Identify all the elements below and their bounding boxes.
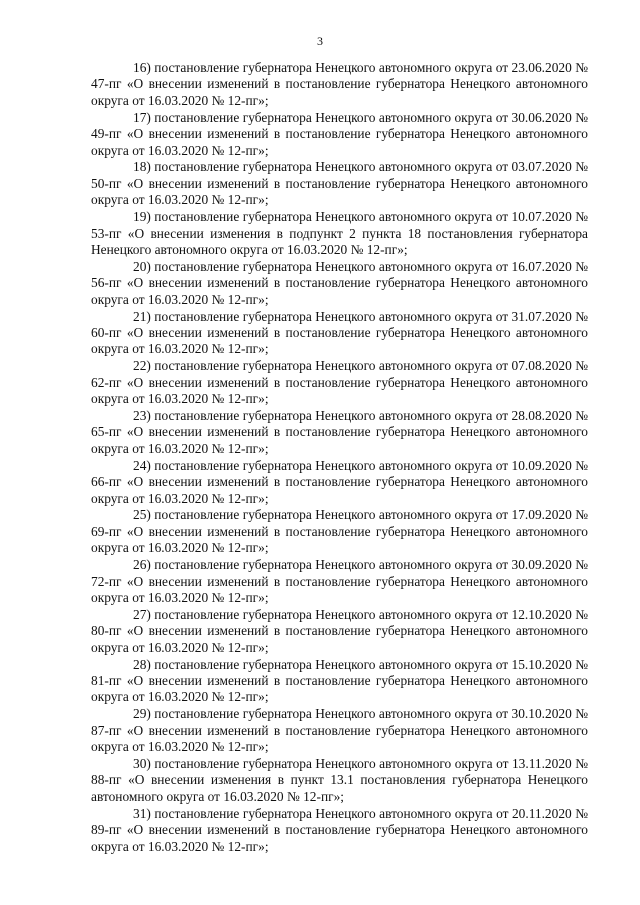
list-item: 27) постановление губернатора Ненецкого автономного округа от 12.10.2020 № 80-пг «О внесении изменений в постановление губернатора Ненецкого автономного округа от 16.03.2020 № 12-пг»; (91, 606, 588, 655)
document-body (91, 60, 588, 856)
list-item: 18) постановление губернатора Ненецкого автономного округа от 03.07.2020 № 50-пг «О внесении изменений в постановление губернатора Ненецкого автономного округа от 16.03.2020 № 12-пг»; (91, 159, 588, 208)
list-item: 16) постановление губернатора Ненецкого автономного округа от 23.06.2020 № 47-пг «О внесении изменений в постановление губернатора Ненецкого автономного округа от 16.03.2020 № 12-пг»; (91, 60, 588, 108)
list-item: 24) постановление губернатора Ненецкого автономного округа от 10.09.2020 № 66-пг «О внесении изменений в постановление губернатора Ненецкого автономного округа от 16.03.2020 № 12-пг»; (91, 457, 588, 506)
list-item: 17) постановление губернатора Ненецкого автономного округа от 30.06.2020 № 49-пг «О внесении изменений в постановление губернатора Ненецкого автономного округа от 16.03.2020 № 12-пг»; (91, 109, 588, 158)
list-item: 19) постановление губернатора Ненецкого автономного округа от 10.07.2020 № 53-пг «О внесении изменения в подпункт 2 пункта 18 постановления губернатора Ненецкого автономного округа от 16.03.2020 № 12-пг»; (91, 209, 588, 257)
list-item: 28) постановление губернатора Ненецкого автономного округа от 15.10.2020 № 81-пг «О внесении изменений в постановление губернатора Ненецкого автономного округа от 16.03.2020 № 12-пг»; (91, 656, 588, 705)
list-item: 25) постановление губернатора Ненецкого автономного округа от 17.09.2020 № 69-пг «О внесении изменений в постановление губернатора Ненецкого автономного округа от 16.03.2020 № 12-пг»; (91, 507, 588, 556)
list-item: 21) постановление губернатора Ненецкого автономного округа от 31.07.2020 № 60-пг «О внесении изменений в постановление губернатора Ненецкого автономного округа от 16.03.2020 № 12-пг»; (91, 308, 588, 357)
list-item: 29) постановление губернатора Ненецкого автономного округа от 30.10.2020 № 87-пг «О внесении изменений в постановление губернатора Ненецкого автономного округа от 16.03.2020 № 12-пг»; (91, 706, 588, 755)
page-number: 3 (317, 34, 323, 48)
list-item: 30) постановление губернатора Ненецкого автономного округа от 13.11.2020 № 88-пг «О внесении изменения в пункт 13.1 постановления губернатора Ненецкого автономного округа от 16.03.2020 № 12-пг»; (91, 756, 588, 804)
list-item: 20) постановление губернатора Ненецкого автономного округа от 16.07.2020 № 56-пг «О внесении изменений в постановление губернатора Ненецкого автономного округа от 16.03.2020 № 12-пг»; (91, 258, 588, 307)
list-item: 22) постановление губернатора Ненецкого автономного округа от 07.08.2020 № 62-пг «О внесении изменений в постановление губернатора Ненецкого автономного округа от 16.03.2020 № 12-пг»; (91, 358, 588, 407)
list-item: 26) постановление губернатора Ненецкого автономного округа от 30.09.2020 № 72-пг «О внесении изменений в постановление губернатора Ненецкого автономного округа от 16.03.2020 № 12-пг»; (91, 557, 588, 605)
list-item: 31) постановление губернатора Ненецкого автономного округа от 20.11.2020 № 89-пг «О внесении изменений в постановление губернатора Ненецкого автономного округа от 16.03.2020 № 12-пг»; (91, 805, 588, 854)
list-item: 23) постановление губернатора Ненецкого автономного округа от 28.08.2020 № 65-пг «О внесении изменений в постановление губернатора Ненецкого автономного округа от 16.03.2020 № 12-пг»; (91, 408, 588, 456)
